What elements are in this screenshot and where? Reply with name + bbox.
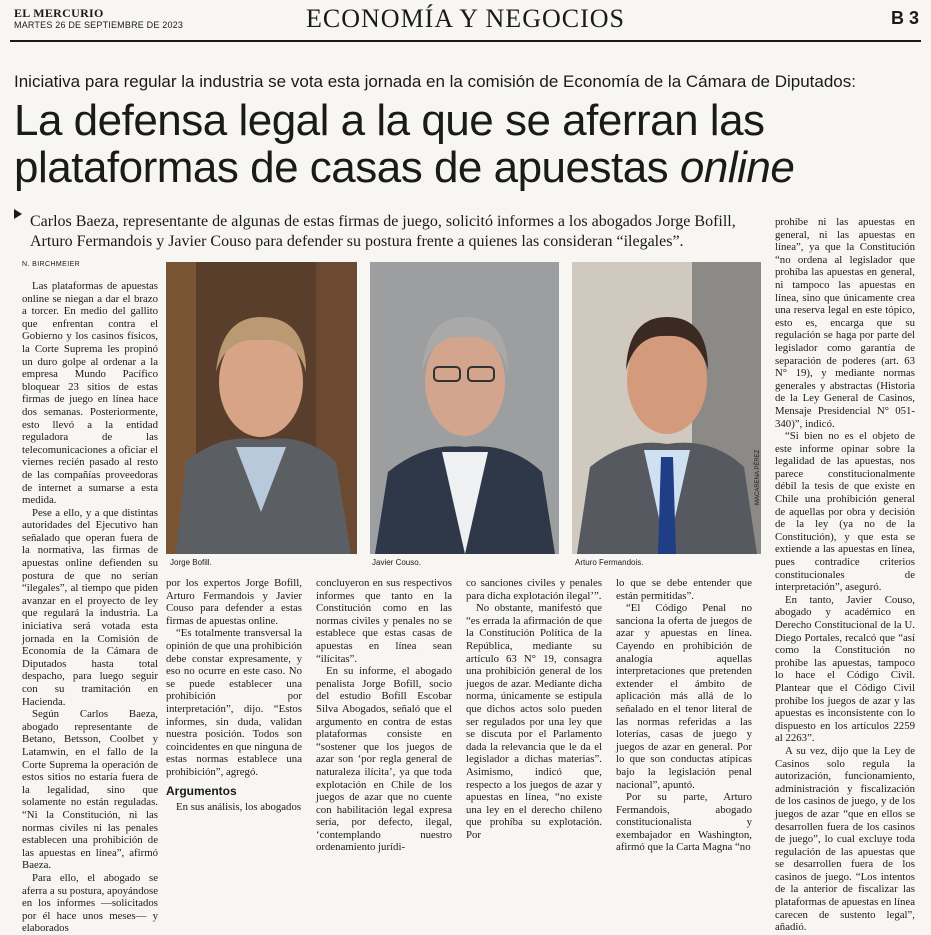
paragraph: En sus análisis, los abogados	[176, 801, 302, 814]
headline-line-2-italic: online	[679, 143, 795, 192]
photo-credit: MACARENA PÉREZ	[755, 449, 761, 505]
headline-line-2-plain: plataformas de casas de apuestas	[14, 143, 680, 192]
text-column-1	[22, 280, 158, 935]
paragraph: Por su parte, Arturo Fermandois, abogado constitucionalista y exembajador en Washington, afirmó que la Carta Magna “no	[616, 791, 752, 854]
text-column-5	[616, 577, 752, 854]
caption-2: Javier Couso.	[372, 558, 421, 567]
photo-javier-couso	[370, 262, 559, 554]
masthead: EL MERCURIO	[14, 6, 104, 20]
text-column-2	[166, 577, 302, 814]
paragraph: concluyeron en sus respectivos informes que tanto en la Constitución como en las normas civiles y penales no se establece que estas casas de apuestas en línea sean “ilícitas”.	[316, 577, 452, 665]
headline	[14, 97, 919, 191]
paragraph: “El Código Penal no sanciona la oferta de juegos de azar y apuestas en línea. Cayendo en prohibición de analogía aquellas interpretaciones que pretenden extender el ámbito de aplicación más allá de lo señalado en el tenor literal de las normas referidas a las loterías, casas de juego y juegos de azar en general. Por lo que son conductas atípicas bajo la legislación penal nacional”, apuntó.	[616, 602, 752, 791]
kicker: Iniciativa para regular la industria se vota esta jornada en la comisión de Economía de la Cámara de Diputados:	[14, 72, 856, 91]
headline-line-2	[14, 144, 919, 191]
paragraph: “Es totalmente transversal la opinión de que una prohibición debe constar expresamente, y eso no ocurre en este caso. No se puede establecer una prohibición por interpretación”, dijo. “Estos informes, sin duda, validan nuestra posición. Todos son coincidentes en que ninguna de estas normas establece una prohibición”, agregó.	[166, 627, 302, 778]
headline-line-1: La defensa legal a la que se aferran las	[14, 96, 765, 145]
paragraph: Las plataformas de apuestas online se niegan a dar el brazo a torcer. En medio del gallito que enfrentan contra el Gobierno y los casinos físicos, la Corte Suprema les propinó un duro golpe al ordenar a la empresa Mundo Pacífico bloquear 23 sitios de estas firmas de juego en línea hace dos semanas. Posteriormente, esto llevó a la entidad reguladora de las telecomunicaciones a oficiar el viernes recién pasado al resto de las compañías proveedoras de internet a sumarse a esta medida.	[22, 280, 158, 507]
paragraph: Pese a ello, y a que distintas autoridades del Ejecutivo han señalado que operan fuera de la normativa, las firmas de apuestas online defienden su postura de que no serían “ilegales”, al tiempo que piden avanzar en el proyecto de ley que regulará la industria. La iniciativa será votada esta jornada en la Comisión de Economía de la Cámara de Diputados hasta total despacho, para luego seguir con su tramitación en Hacienda.	[22, 506, 158, 708]
paragraph: Según Carlos Baeza, abogado representante de Betano, Betsson, Coolbet y Latamwin, en el fallo de la Corte Suprema la operación de estos sitios no estaría fuera de la legalidad, sino que solamente no están reguladas. “Ni la Constitución, ni las normas civiles ni las penales establecen una prohibición de las apuestas en línea”, afirmó Baeza.	[22, 708, 158, 872]
text-column-4	[466, 577, 602, 841]
text-column-6	[775, 216, 915, 934]
header-rule	[10, 40, 921, 42]
paragraph: por los expertos Jorge Bofill, Arturo Fermandois y Javier Couso para defender a estas firmas de apuestas online.	[166, 577, 302, 627]
byline: N. BIRCHMEIER	[22, 261, 81, 268]
photo-arturo-fermandois	[572, 262, 761, 554]
paragraph: co sanciones civiles y penales para dicha explotación ilegal’”.	[466, 577, 602, 602]
paragraph: En tanto, Javier Couso, abogado y académico en Derecho Constitucional de la U. Diego Portales, recalcó que “así como la Constitución no prohíbe las apuestas, tampoco lo hace el Código Civil. Plantear que el Código Civil prohíbe los juegos de azar y las apuestas es inconsistente con lo dispuesto en los artículos 2259 al 2263”.	[775, 593, 915, 745]
paragraph: “Si bien no es el objeto de este informe opinar sobre la legalidad de las apuestas, nos parece constitucionalmente débil la tesis de que existe en Chile una prohibición general de aquellas por obra y decisión de la ley (ya no de la Constitución), y que esta se extiende a las apuestas en línea, pues contradice criterios constitucionales de interpretación”, aseguró.	[775, 430, 915, 594]
deck-bullet-icon	[14, 209, 22, 219]
page-header	[0, 0, 931, 40]
paragraph: A su vez, dijo que la Ley de Casinos solo regula la autorización, funcionamiento, administración y fiscalización de los casinos de juego, y de los juegos de azar “que en ellos se desarrollen fuera de los casinos de juego”, lo cual excluye toda regulación de las apuestas que se desarrollen fuera de los casinos de juego. “Los intentos de la anterior de fiscalizar las plataformas de apuestas en línea carecen de sustento legal”, añadió.	[775, 744, 915, 934]
paragraph: lo que se debe entender que están permitidas”.	[616, 577, 752, 602]
portrait-jorge-bofill	[166, 262, 357, 554]
portrait-arturo-fermandois	[572, 262, 761, 554]
photo-jorge-bofill	[166, 262, 357, 554]
paragraph: No obstante, manifestó que “es errada la afirmación de que la Constitución Política de la República, mediante su artículo 63 N° 19, consagra una prohibición general de los juegos de azar. Mediante dicha norma, únicamente se estipula que dichos actos solo pueden ser regulados por una ley que se discuta por el Parlamento dada la relevancia que le da el legislador a dichas materias”. Asimismo, indicó que, respecto a los juegos de azar y apuestas en línea, “no existe una ley en el derecho chileno que prohíba su explotación. Por	[466, 602, 602, 841]
paragraph: prohíbe ni las apuestas en general, ni las apuestas en línea”, ya que la Constitución “no ordena al legislador que prohíba las apuestas en general, ni tampoco las apuestas en línea, sino que únicamente crea una reserva legal en este tópico, esto es, encarga que su regulación se haga por parte del legislador como garantía de separación de poderes (art. 63 N° 19), y mediante normas generales y abstractas (Historia de la Ley General de Casinos, Mensaje Presidencial N° 051-340)”, indicó.	[775, 216, 915, 430]
text-column-3	[316, 577, 452, 854]
issue-date: MARTES 26 DE SEPTIEMBRE DE 2023	[14, 20, 184, 30]
portrait-javier-couso	[370, 262, 559, 554]
deck: Carlos Baeza, representante de algunas de estas firmas de juego, solicitó informes a los abogados Jorge Bofill, Arturo Fermandois y Javier Couso para defender su postura frente a quienes las consideran “ilegales”.	[30, 213, 736, 250]
page-number: B 3	[890, 8, 919, 28]
section-title: ECONOMÍA Y NEGOCIOS	[306, 4, 625, 33]
caption-3: Arturo Fermandois.	[575, 558, 644, 567]
paragraph: Para ello, el abogado se aferra a su postura, apoyándose en los informes —solicitados por él hace unos meses— y elaborados	[22, 871, 158, 935]
caption-1: Jorge Bofill.	[170, 558, 212, 567]
paragraph: En su informe, el abogado penalista Jorge Bofill, socio del estudio Bofill Escobar Silva Abogados, señaló que el argumento en contra de estas plataformas consiste en “sostener que los juegos de azar son ‘por regla general de naturaleza ilícita’, ya que toda explotación en Chile de los juegos de azar que no cuente con habilitación legal expresa sería, por defecto, ilegal, ‘contemplando nuestro ordenamiento jurídi-	[316, 665, 452, 854]
subhead: Argumentos	[166, 783, 237, 798]
